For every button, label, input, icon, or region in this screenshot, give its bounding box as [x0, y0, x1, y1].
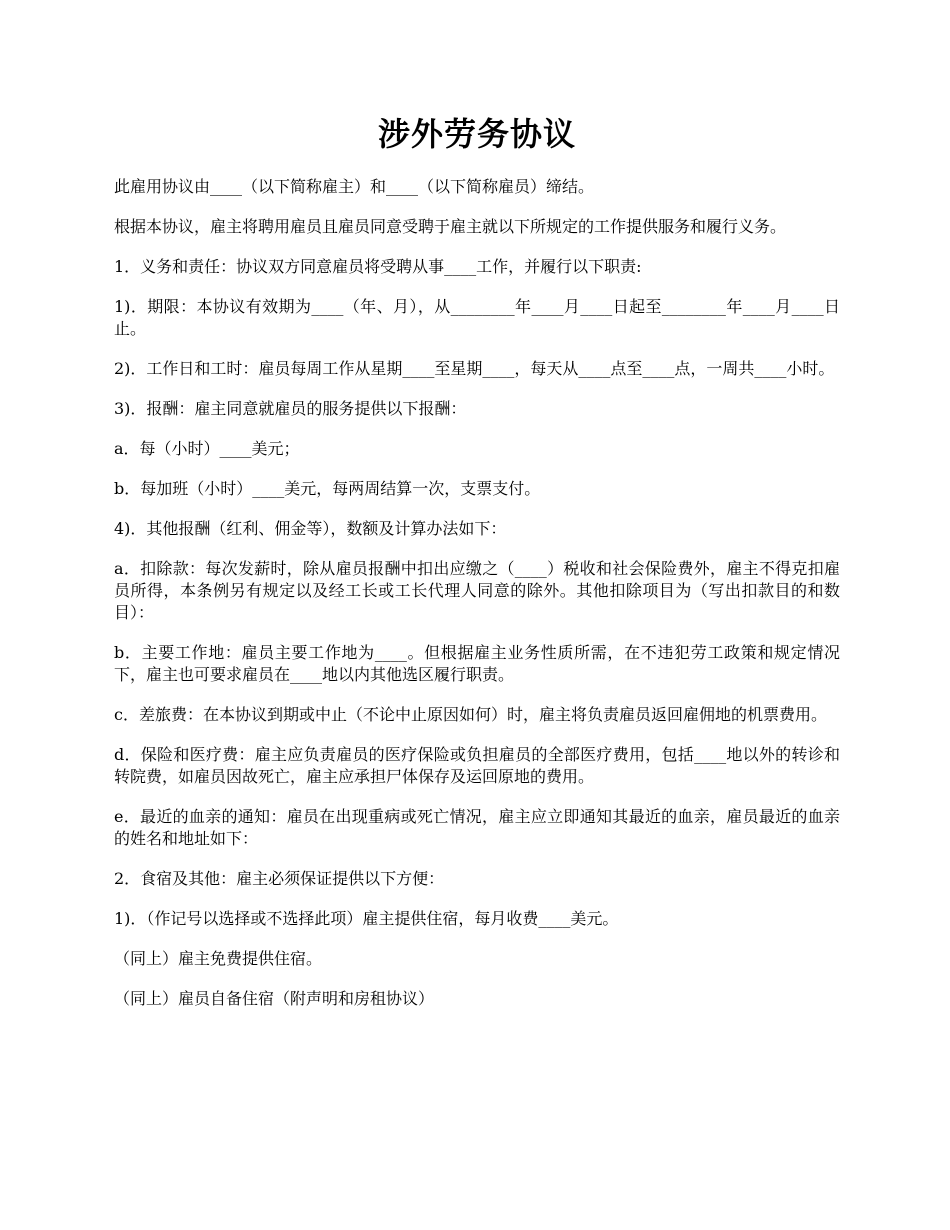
clause-1-4-other-pay: 4)．其他报酬（红利、佣金等），数额及计算办法如下： — [114, 519, 507, 538]
document-page — [114, 110, 840, 1028]
housing-option-free: （同上）雇主免费提供住宿。 — [114, 949, 323, 968]
intro-paragraph: 此雇用协议由____（以下简称雇主）和____（以下简称雇员）缔结。 — [114, 177, 595, 196]
pay-item-b: b．每加班（小时）____美元，每两周结算一次，支票支付。 — [114, 479, 541, 498]
clause-1-2-hours: 2)．工作日和工时：雇员每周工作从星期____至星期____，每天从____点至____点，一周共____小时。 — [114, 359, 835, 378]
clause-1-1-term: 1)．期限：本协议有效期为____（年、月），从________年____月____日起至________年____月____日止。 — [114, 297, 840, 338]
clause-1-3-pay: 3)．报酬：雇主同意就雇员的服务提供以下报酬： — [114, 399, 467, 418]
item-e-next-of-kin: e．最近的血亲的通知：雇员在出现重病或死亡情况，雇主应立即通知其最近的血亲，雇员最近的血亲的姓名和地址如下： — [114, 807, 840, 848]
clause-2-board: 2．食宿及其他：雇主必须保证提供以下方便： — [114, 869, 445, 888]
purpose-paragraph: 根据本协议，雇主将聘用雇员且雇员同意受聘于雇主就以下所规定的工作提供服务和履行义务。 — [114, 217, 787, 236]
clause-1-duties: 1．义务和责任：协议双方同意雇员将受聘从事____工作，并履行以下职责: — [114, 257, 642, 276]
item-b-workplace: b．主要工作地：雇员主要工作地为____。但根据雇主业务性质所需，在不违犯劳工政策和规定情况下，雇主也可要求雇员在____地以内其他选区履行职责。 — [114, 643, 840, 684]
document-title: 涉外劳务协议 — [377, 115, 576, 153]
item-a-deductions: a．扣除款：每次发薪时，除从雇员报酬中扣出应缴之（____）税收和社会保险费外，雇主不得克扣雇员所得，本条例另有规定以及经工长或工长代理人同意的除外。其他扣除项目为（写出扣款目的和数目）： — [114, 559, 840, 622]
item-d-insurance: d．保险和医疗费：雇主应负责雇员的医疗保险或负担雇员的全部医疗费用，包括____地以外的转诊和转院费，如雇员因故死亡，雇主应承担尸体保存及运回原地的费用。 — [114, 745, 840, 786]
housing-option-self: （同上）雇员自备住宿（附声明和房租协议） — [114, 989, 435, 1008]
pay-item-a: a．每（小时）____美元； — [114, 439, 300, 458]
item-c-travel: c．差旅费：在本协议到期或中止（不论中止原因如何）时，雇主将负责雇员返回雇佣地的机票费用。 — [114, 705, 827, 724]
clause-2-1-housing-fee: 1)．（作记号以选择或不选择此项）雇主提供住宿，每月收费____美元。 — [114, 909, 619, 928]
